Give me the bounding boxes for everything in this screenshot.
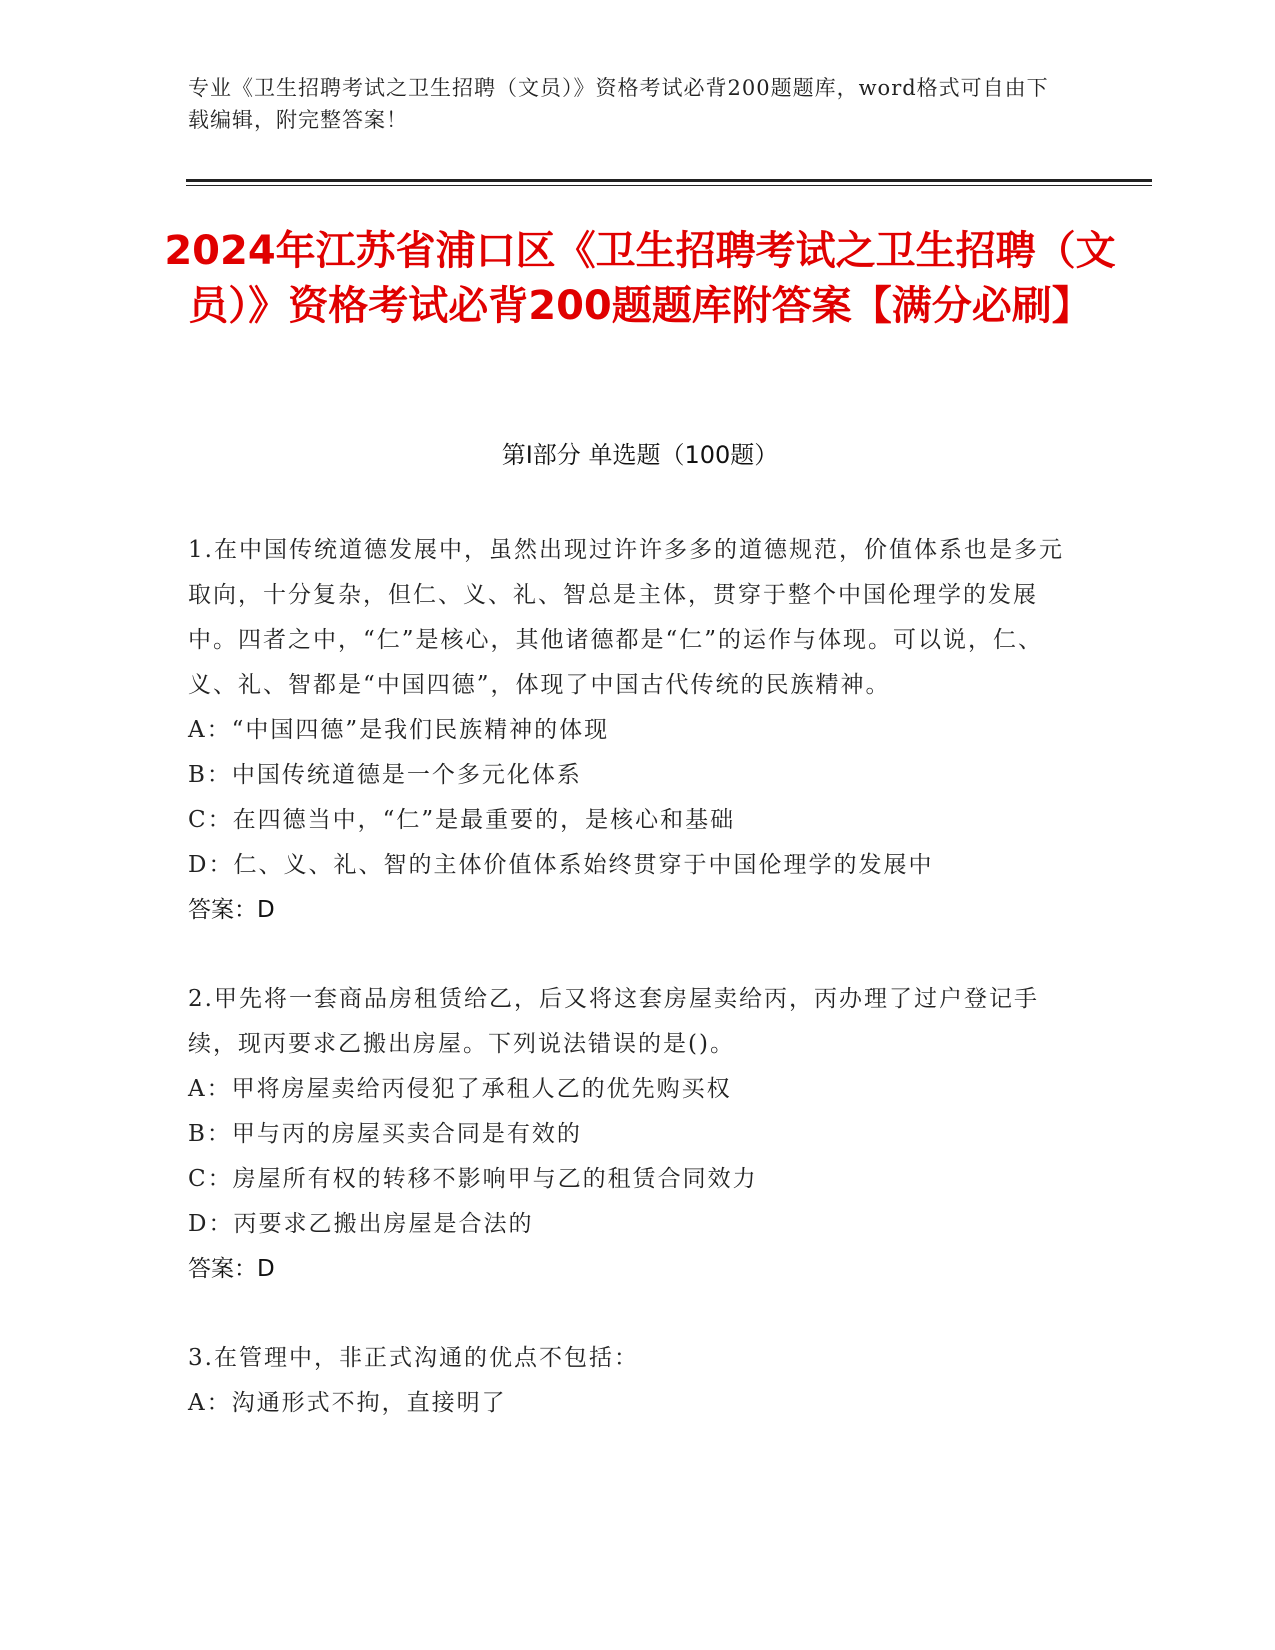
option-c: C：在四德当中，“仁”是最重要的，是核心和基础 bbox=[188, 807, 736, 833]
header-rule-thick bbox=[186, 179, 1152, 182]
question-2 bbox=[188, 977, 1068, 1292]
header-note: 专业《卫生招聘考试之卫生招聘（文员）》资格考试必背200题题库，word格式可自由下载编辑，附完整答案！ bbox=[188, 76, 1049, 132]
question-stem: 2.甲先将一套商品房租赁给乙，后又将这套房屋卖给丙，丙办理了过户登记手续，现丙要求乙搬出房屋。下列说法错误的是()。 bbox=[188, 986, 1039, 1057]
header-rule-thin bbox=[186, 185, 1152, 186]
question-3 bbox=[188, 1336, 1068, 1426]
section-title: 第I部分 单选题（100题） bbox=[501, 441, 779, 469]
option-b: B：中国传统道德是一个多元化体系 bbox=[188, 762, 582, 788]
question-stem: 1.在中国传统道德发展中，虽然出现过许许多多的道德规范，价值体系也是多元取向，十分复杂，但仁、义、礼、智总是主体，贯穿于整个中国伦理学的发展中。四者之中，“仁”是核心，其他诸德都是“仁”的运作与体现。可以说，仁、义、礼、智都是“中国四德”，体现了中国古代传统的民族精神。 bbox=[188, 537, 1064, 698]
option-a: A：“中国四德”是我们民族精神的体现 bbox=[188, 717, 610, 743]
answer-label: 答案：D bbox=[188, 1256, 275, 1282]
answer-label: 答案：D bbox=[188, 897, 275, 923]
option-d: D：丙要求乙搬出房屋是合法的 bbox=[188, 1211, 534, 1237]
option-d: D：仁、义、礼、智的主体价值体系始终贯穿于中国伦理学的发展中 bbox=[188, 852, 934, 878]
question-list bbox=[188, 528, 1068, 1470]
question-1 bbox=[188, 528, 1068, 933]
question-stem: 3.在管理中，非正式沟通的优点不包括： bbox=[188, 1345, 639, 1371]
option-b: B：甲与丙的房屋买卖合同是有效的 bbox=[188, 1121, 582, 1147]
document-title: 2024年江苏省浦口区《卫生招聘考试之卫生招聘（文员）》资格考试必背200题题库附答案【满分必刷】 bbox=[164, 228, 1116, 329]
option-a: A：甲将房屋卖给丙侵犯了承租人乙的优先购买权 bbox=[188, 1076, 732, 1102]
option-a: A：沟通形式不拘，直接明了 bbox=[188, 1390, 507, 1416]
option-c: C：房屋所有权的转移不影响甲与乙的租赁合同效力 bbox=[188, 1166, 758, 1192]
